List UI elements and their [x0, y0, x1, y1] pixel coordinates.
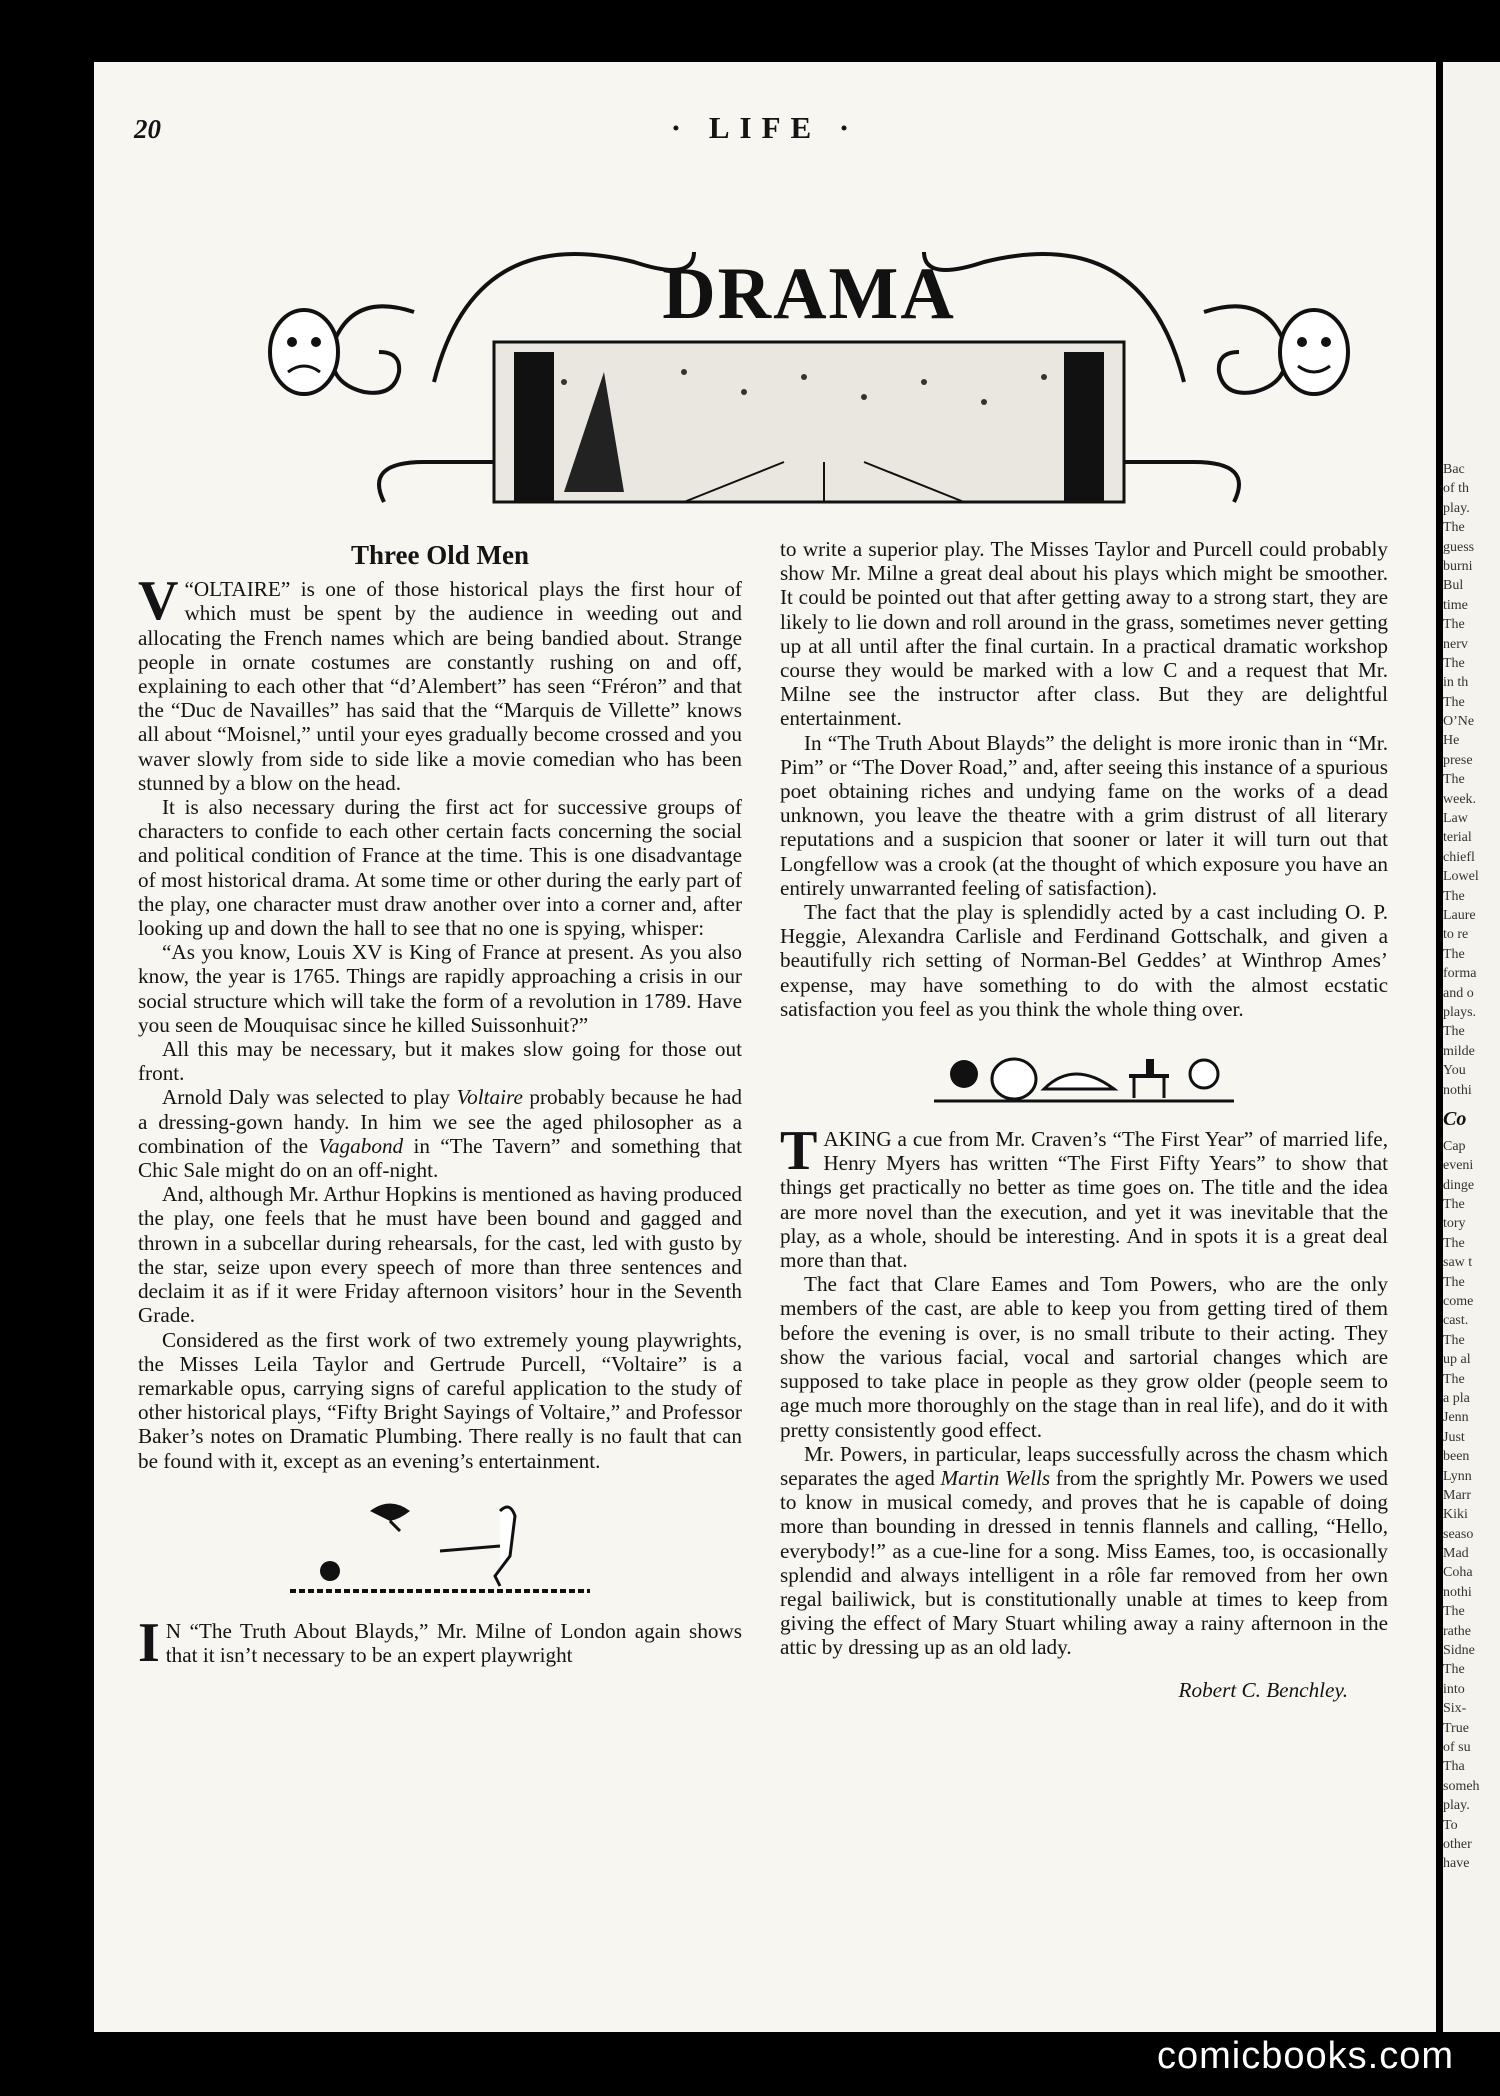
- paragraph-continued: to write a superior play. The Misses Taylor and Purcell could probably show Mr. Milne a great deal about his plays which might be smoother. It could be pointed out that after getting away to a strong start, they are likely to lie down and roll around in the grass, sometimes never getting up at all until after the final curtain. In a practical dramatic workshop course they would be marked with a low C and a request that Mr. Milne see the instructor after class. But they are delightful entertainment.: [780, 537, 1388, 731]
- dropcap: V: [138, 570, 179, 633]
- paragraph-voltaire-intro: “ V OLTAIRE” is one of those historical plays the first hour of which must be spent by the audience in weeding out and allocating the French names which are being bandied about. Strange people in ornate costumes are constantly rushing on and off, explaining to each other that “d’Alembert” has seen “Fréron” and that the “Duc de Navailles” has said that the “Marquis de Villette” knows all about “Moisnel,” until your eyes gradually become crossed and you waver slowly from side to side like a movie comedian who has been stunned by a blow on the head.: [138, 570, 742, 795]
- adjacent-text-fragment: prese: [1443, 752, 1473, 768]
- paragraph-quote: “As you know, Louis XV is King of France at present. As you also know, the year is 1765. Things are rapidly approaching a crisis in our social structure which will take the form of a revolution in 1789. Have you seen de Mouquisac since he killed Suissonhuit?”: [138, 940, 742, 1037]
- adjacent-text-fragment: To: [1443, 1817, 1458, 1833]
- adjacent-text-fragment: The: [1443, 1024, 1465, 1040]
- adjacent-text-fragment: of su: [1443, 1740, 1471, 1755]
- adjacent-text-fragment: seaso: [1443, 1526, 1474, 1542]
- adjacent-text-fragment: in th: [1443, 675, 1469, 691]
- paragraph-first-fifty-lead: TAKING a cue from Mr. Craven’s “The First Year” of married life, Henry Myers has written “The First Fifty Years” to show that things get practically no better as time goes on. The title and the idea are more novel than the execution, and yet it was inevitable that the play, as a whole, should be interesting. And in spots it is a great deal more than that.: [780, 1120, 1388, 1273]
- adjacent-text-fragment: play.: [1443, 1798, 1470, 1814]
- adjacent-text-fragment: The: [1443, 1197, 1465, 1213]
- masthead: · LIFE ·: [670, 110, 860, 145]
- adjacent-text-fragment: The: [1443, 617, 1465, 633]
- adjacent-text-fragment: The: [1443, 1235, 1465, 1251]
- adjacent-text-fragment: and o: [1443, 985, 1474, 1001]
- adjacent-text-fragment: rathe: [1443, 1623, 1471, 1639]
- adjacent-text-fragment: Six-: [1443, 1701, 1467, 1717]
- paragraph-powers: Mr. Powers, in particular, leaps successfully across the chasm which separates the aged Martin Wells from the sprightly Mr. Powers we used to know in musical comedy, and proves that he is capable of doing more than bounding in dressed in tennis flannels and calling, “Hello, everybody!” as a cue-line for a song. Miss Eames, too, is occasionally splendid and always intelligent in a rôle far removed from her own regal bailiwick, but is constitutionally unable at times to keep from giving the effect of Mary Stuart whiling away a rainy afternoon in the attic by dressing up as an old lady.: [780, 1441, 1388, 1660]
- drama-heading: DRAMA: [662, 253, 956, 335]
- adjacent-text-fragment: Kiki: [1443, 1507, 1468, 1523]
- adjacent-text-fragment: Coha: [1443, 1565, 1473, 1581]
- article-title: Three Old Men: [351, 540, 529, 570]
- adjacent-text-fragment: have: [1443, 1856, 1470, 1872]
- adjacent-text-fragment: Bul: [1443, 578, 1464, 594]
- adjacent-text-fragment: of th: [1443, 481, 1470, 497]
- page-number: 20: [134, 114, 161, 144]
- adjacent-text-fragment: Jenn: [1443, 1410, 1469, 1426]
- watermark: comicbooks.com: [1157, 2035, 1454, 2077]
- adjacent-text-fragment: milde: [1443, 1043, 1475, 1059]
- adjacent-text-fragment: forma: [1443, 966, 1477, 982]
- adjacent-text-fragment: been: [1443, 1449, 1470, 1465]
- adjacent-text-fragment: The: [1443, 694, 1465, 710]
- adjacent-text-fragment: burni: [1443, 558, 1473, 574]
- paragraph: In “The Truth About Blayds” the delight is more ironic than in “Mr. Pim” or “The Dover Road,” and, after seeing this instance of a spurious poet obtaining riches and undying fame on the works of a dead unknown, you leave the theatre with a grim distrust of all literary reputations and a suspicion that sooner or later it will turn out that Longfellow was a crook (at the thought of which exposure you have an entirely unwarranted feeling of satisfaction).: [780, 730, 1388, 900]
- adjacent-text-fragment: time: [1443, 597, 1468, 613]
- right-column: [780, 537, 1388, 1702]
- adjacent-text-fragment: The: [1443, 888, 1465, 904]
- adjacent-text-fragment: into: [1443, 1681, 1465, 1697]
- adjacent-text-fragment: Just: [1443, 1429, 1465, 1445]
- paragraph-daly: Arnold Daly was selected to play Voltaire probably because he had a dressing-gown handy. In him we see the aged philosopher as a combination of the Vagabond in “The Tavern” and something that Chic Sale might do on an off-night.: [138, 1085, 743, 1183]
- adjacent-text-fragment: Bac: [1443, 462, 1465, 477]
- adjacent-text-fragment: nerv: [1443, 636, 1468, 652]
- adjacent-text-fragment: up al: [1443, 1352, 1471, 1368]
- adjacent-page-edge: [1443, 62, 1500, 2032]
- couple-and-table-vignette: [934, 1039, 1234, 1109]
- adjacent-text-fragment: chiefl: [1443, 849, 1475, 865]
- adjacent-text-fragment: Sidne: [1443, 1643, 1475, 1659]
- adjacent-text-fragment: The: [1443, 520, 1465, 536]
- adjacent-text-fragment: tory: [1443, 1216, 1466, 1232]
- adjacent-text-fragment: week.: [1443, 791, 1477, 807]
- adjacent-text-fragment: plays.: [1443, 1004, 1477, 1020]
- adjacent-text-fragment: a pla: [1443, 1390, 1470, 1406]
- paragraph: It is also necessary during the first act for successive groups of characters to confide to each other certain facts concerning the social and political condition of France at the time. This is one disadvantage of most historical drama. At some time or other during the early part of the play, one character must draw another over into a corner and, after looking up and down the hall to see that no one is spying, whisper:: [138, 795, 742, 941]
- adjacent-text-fragment: Law: [1443, 811, 1468, 827]
- paragraph: The fact that the play is splendidly acted by a cast including O. P. Heggie, Alexandra Carlisle and Ferdinand Gottschalk, and given a beautifully rich setting of Norman-Bel Geddes’ at Winthrop Ames’ expense, may have something to do with the almost ecstatic satisfaction you feel as you think the whole thing over.: [780, 900, 1388, 1021]
- left-column: [138, 537, 743, 1674]
- adjacent-text-fragment: play.: [1443, 500, 1470, 516]
- adjacent-text-fragment: The: [1443, 1662, 1465, 1678]
- adjacent-text-fragment: You: [1443, 1063, 1466, 1079]
- adjacent-text-fragment: O’Ne: [1443, 714, 1475, 730]
- adjacent-text-fragment: eveni: [1443, 1158, 1474, 1174]
- adjacent-text-fragment: Lynn: [1443, 1468, 1472, 1484]
- adjacent-text-fragment: cast.: [1443, 1313, 1469, 1329]
- adjacent-text-fragment: The: [1443, 1332, 1465, 1348]
- adjacent-text-fragment: guess: [1443, 539, 1475, 555]
- adjacent-text-fragment: to re: [1443, 927, 1469, 943]
- adjacent-text-fragment: saw t: [1443, 1255, 1473, 1271]
- adjacent-heading: Co: [1443, 1107, 1467, 1130]
- paragraph: All this may be necessary, but it makes slow going for those out front.: [138, 1037, 742, 1086]
- adjacent-text-fragment: The: [1443, 655, 1465, 671]
- adjacent-text-fragment: Marr: [1443, 1487, 1471, 1503]
- adjacent-text-fragment: Lowel: [1443, 869, 1479, 885]
- adjacent-text-fragment: nothi: [1443, 1082, 1472, 1098]
- adjacent-text-fragment: The: [1443, 1371, 1465, 1387]
- paragraph: Considered as the first work of two extremely young playwrights, the Misses Leila Taylor and Gertrude Purcell, “Voltaire” is a remarkable opus, carrying signs of careful application to the study of other historical plays, “Fifty Bright Sayings of Voltaire,” and Professor Baker’s notes on Dramatic Plumbing. There really is no fault that can be found with it, except as an evening’s entertainment.: [138, 1327, 742, 1473]
- adjacent-text-fragment: The: [1443, 1274, 1465, 1290]
- adjacent-text-fragment: The: [1443, 1604, 1465, 1620]
- adjacent-text-fragment: come: [1443, 1294, 1474, 1310]
- adjacent-text-fragment: dinge: [1443, 1177, 1475, 1193]
- adjacent-text-fragment: The: [1443, 946, 1465, 962]
- adjacent-text-fragment: He: [1443, 733, 1460, 749]
- adjacent-text-fragment: Mad: [1443, 1546, 1469, 1562]
- dropcap: I: [138, 1611, 160, 1674]
- magazine-page: [94, 62, 1436, 2032]
- adjacent-text-fragment: terial: [1443, 830, 1472, 846]
- adjacent-text-fragment: other: [1443, 1836, 1472, 1852]
- adjacent-text-fragment: someh: [1443, 1778, 1480, 1794]
- adjacent-text-fragment: True: [1443, 1720, 1469, 1736]
- paragraph: The fact that Clare Eames and Tom Powers, who are the only members of the cast, are able to keep you from getting tired of them before the evening is over, is no small tribute to their acting. They show the various facial, vocal and sartorial changes which are supposed to take place in people as they grow older (people seem to age much more thoroughly on the stage than in real life), and do it with pretty consistently good effect.: [780, 1272, 1388, 1442]
- author-signature: Robert C. Benchley.: [1178, 1677, 1348, 1702]
- hunter-and-bird-vignette: [290, 1491, 590, 1601]
- paragraph: And, although Mr. Arthur Hopkins is mentioned as having produced the play, one feels that he must have been bound and gagged and thrown in a subcellar during rehearsals, for the cast, led with gusto by the star, seize upon every speech of more than three sentences and declaim it as if it were Friday afternoon visitors’ hour in the Seventh Grade.: [138, 1182, 742, 1328]
- drama-banner-illustration: [264, 232, 1354, 532]
- adjacent-text-fragment: Laure: [1443, 907, 1476, 923]
- adjacent-text-fragment: Cap: [1443, 1138, 1466, 1154]
- adjacent-text-fragment: nothi: [1443, 1584, 1472, 1600]
- paragraph-blayds-lead: I N “The Truth About Blayds,” Mr. Milne of London again shows that it isn’t necessary to be an expert playwright: [138, 1611, 742, 1674]
- adjacent-text-fragment: Tha: [1443, 1759, 1465, 1775]
- dropcap: T: [780, 1120, 818, 1183]
- adjacent-text-fragment: The: [1443, 772, 1465, 788]
